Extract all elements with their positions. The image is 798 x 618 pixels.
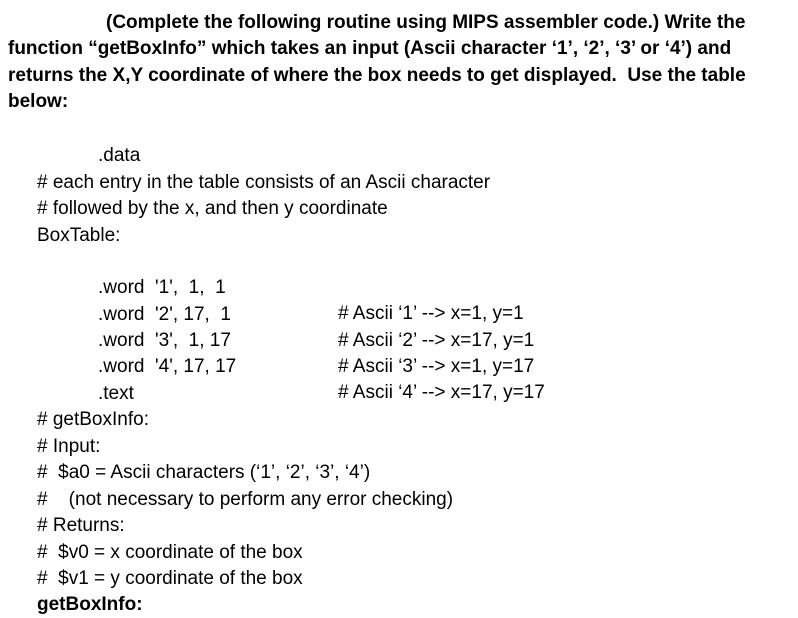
table-row-instruction: .word '2', 17, 1 <box>98 304 231 325</box>
function-comment: # (not necessary to perform any error checking) <box>37 489 454 510</box>
table-row-comment: # Ascii ‘4’ --> x=17, y=17 <box>338 382 545 403</box>
text-directive: .text <box>98 383 134 404</box>
box-table-label: BoxTable: <box>37 225 121 246</box>
table-row-comment: # Ascii ‘1’ --> x=1, y=1 <box>338 303 524 324</box>
table-comment-1: # each entry in the table consists of an Ascii character <box>37 172 491 193</box>
table-row-instruction: .word '4', 17, 17 <box>98 356 237 377</box>
table-row-comment: # Ascii ‘3’ --> x=1, y=17 <box>338 356 535 377</box>
table-row-instruction: .word '1', 1, 1 <box>98 277 226 298</box>
function-comment: # $v0 = x coordinate of the box <box>37 542 303 563</box>
question-line-3: returns the X,Y coordinate of where the box needs to get displayed. Use the table <box>8 65 746 86</box>
question-line-1: (Complete the following routine using MIPS assembler code.) Write the <box>106 12 746 33</box>
table-row-comment: # Ascii ‘2’ --> x=17, y=1 <box>338 330 535 351</box>
function-comment: # getBoxInfo: <box>37 409 149 430</box>
question-line-4: below: <box>8 91 69 112</box>
data-directive: .data <box>98 145 141 166</box>
function-comment: # Input: <box>37 436 101 457</box>
question-line-2: function “getBoxInfo” which takes an input (Ascii character ‘1’, ‘2’, ‘3’ or ‘4’) and <box>8 38 732 59</box>
function-comment: # Returns: <box>37 515 125 536</box>
function-label: getBoxInfo: <box>37 594 143 615</box>
function-comment: # $a0 = Ascii characters (‘1’, ‘2’, ‘3’, ‘4’) <box>37 462 371 483</box>
table-comment-2: # followed by the x, and then y coordinate <box>37 198 388 219</box>
table-row-instruction: .word '3', 1, 17 <box>98 330 231 351</box>
function-comment: # $v1 = y coordinate of the box <box>37 568 303 589</box>
